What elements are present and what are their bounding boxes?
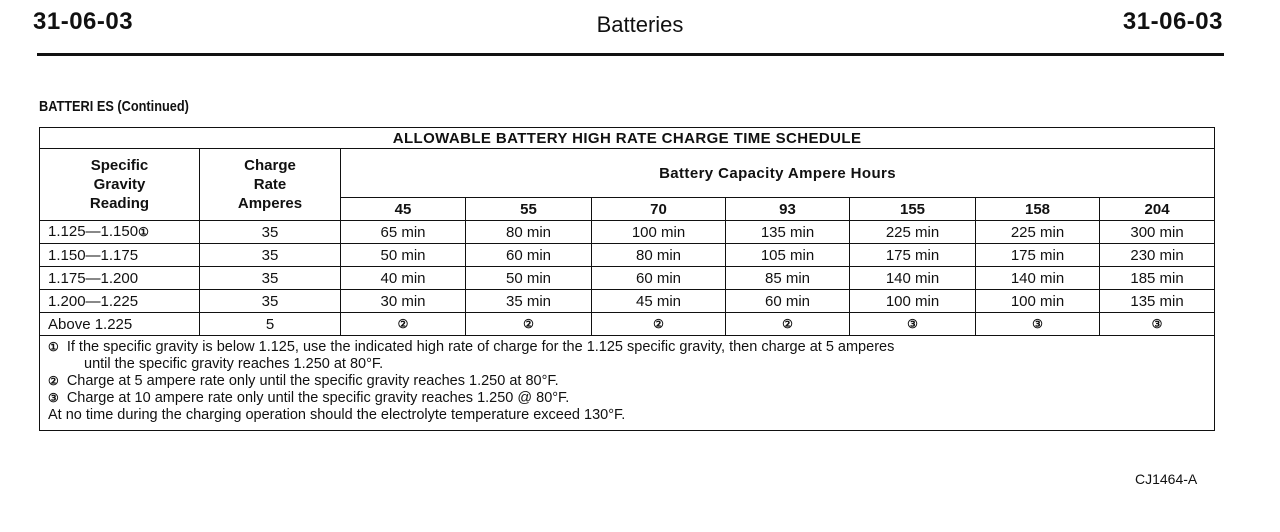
time-cell: 65 min — [341, 221, 466, 244]
table-row — [40, 221, 1215, 244]
note-ref-cell: ③ — [1100, 313, 1215, 336]
time-cell: 60 min — [592, 267, 726, 290]
time-cell: 60 min — [726, 290, 850, 313]
time-cell: 35 min — [466, 290, 592, 313]
time-cell: 100 min — [850, 290, 976, 313]
table-row — [40, 244, 1215, 267]
time-cell: 140 min — [976, 267, 1100, 290]
time-cell: 225 min — [850, 221, 976, 244]
time-cell: 40 min — [341, 267, 466, 290]
page-title: Batteries — [596, 12, 684, 37]
capacity-col-header: 93 — [726, 198, 850, 221]
table-notes — [40, 336, 1215, 431]
capacity-col-header: 45 — [341, 198, 466, 221]
rate-cell: 35 — [200, 221, 341, 244]
page-id-right: 31-06-03 — [1122, 8, 1223, 35]
capacity-col-header: 70 — [592, 198, 726, 221]
note-ref-mark: ① — [138, 225, 149, 239]
sg-value: 1.125—1.150 — [48, 223, 139, 240]
sg-cell: Above 1.225 — [40, 313, 200, 336]
rate-cell: 35 — [200, 290, 341, 313]
time-cell: 175 min — [850, 244, 976, 267]
section-heading: BATTERI ES (Continued) — [39, 98, 189, 115]
capacity-header: Battery Capacity Ampere Hours — [341, 149, 1215, 198]
rate-cell: 35 — [200, 267, 341, 290]
rate-header-line: Amperes — [237, 195, 303, 212]
time-cell: 30 min — [341, 290, 466, 313]
note-2 — [48, 373, 1206, 390]
warning-note: At no time during the charging operation should the electrolyte temperature exceed 130°F. — [48, 407, 626, 423]
note-mark: ① — [48, 340, 59, 354]
rate-cell: 5 — [200, 313, 341, 336]
note-3 — [48, 390, 1206, 407]
sg-cell: 1.150—1.175 — [40, 244, 200, 267]
note-ref-cell: ② — [341, 313, 466, 336]
table-row — [40, 290, 1215, 313]
time-cell: 100 min — [976, 290, 1100, 313]
time-cell: 105 min — [726, 244, 850, 267]
sg-cell: 1.200—1.225 — [40, 290, 200, 313]
note-text: Charge at 5 ampere rate only until the specific gravity reaches 1.250 at 80°F. — [66, 373, 559, 389]
page-id-left: 31-06-03 — [33, 8, 134, 35]
note-ref-cell: ③ — [850, 313, 976, 336]
sg-header-line: Specific — [90, 157, 149, 174]
time-cell: 50 min — [466, 267, 592, 290]
table-row — [40, 313, 1215, 336]
time-cell: 80 min — [466, 221, 592, 244]
header-rule — [37, 53, 1224, 56]
time-cell: 135 min — [1100, 290, 1215, 313]
sg-header-line: Reading — [89, 195, 150, 212]
rate-header-line: Rate — [253, 176, 287, 193]
figure-id: CJ1464-A — [1135, 471, 1198, 487]
rate-header-line: Charge — [244, 157, 296, 174]
capacity-col-header: 55 — [466, 198, 592, 221]
time-cell: 60 min — [466, 244, 592, 267]
time-cell: 225 min — [976, 221, 1100, 244]
note-mark: ② — [48, 374, 59, 388]
note-1-continued: until the specific gravity reaches 1.250 at 80°F. — [84, 356, 384, 372]
sg-cell — [40, 221, 200, 244]
capacity-col-header: 158 — [976, 198, 1100, 221]
time-cell: 45 min — [592, 290, 726, 313]
charge-rate-header — [200, 149, 341, 221]
note-1 — [48, 339, 1206, 356]
specific-gravity-header — [40, 149, 200, 221]
capacity-col-header: 155 — [850, 198, 976, 221]
time-cell: 50 min — [341, 244, 466, 267]
time-cell: 85 min — [726, 267, 850, 290]
time-cell: 140 min — [850, 267, 976, 290]
sg-header-line: Gravity — [93, 176, 146, 193]
time-cell: 135 min — [726, 221, 850, 244]
table-title: ALLOWABLE BATTERY HIGH RATE CHARGE TIME SCHEDULE — [40, 128, 1215, 149]
note-ref-cell: ② — [592, 313, 726, 336]
note-ref-cell: ③ — [976, 313, 1100, 336]
time-cell: 300 min — [1100, 221, 1215, 244]
note-mark: ③ — [48, 391, 59, 405]
time-cell: 175 min — [976, 244, 1100, 267]
capacity-col-header: 204 — [1100, 198, 1215, 221]
time-cell: 80 min — [592, 244, 726, 267]
note-text: Charge at 10 ampere rate only until the specific gravity reaches 1.250 @ 80°F. — [66, 390, 570, 406]
table-row — [40, 267, 1215, 290]
rate-cell: 35 — [200, 244, 341, 267]
time-cell: 185 min — [1100, 267, 1215, 290]
charge-time-table — [39, 127, 1215, 431]
note-text: If the specific gravity is below 1.125, use the indicated high rate of charge for the 1.125 specific gravity, then charge at 5 amperes — [66, 339, 895, 355]
sg-cell: 1.175—1.200 — [40, 267, 200, 290]
time-cell: 230 min — [1100, 244, 1215, 267]
note-ref-cell: ② — [726, 313, 850, 336]
note-ref-cell: ② — [466, 313, 592, 336]
time-cell: 100 min — [592, 221, 726, 244]
